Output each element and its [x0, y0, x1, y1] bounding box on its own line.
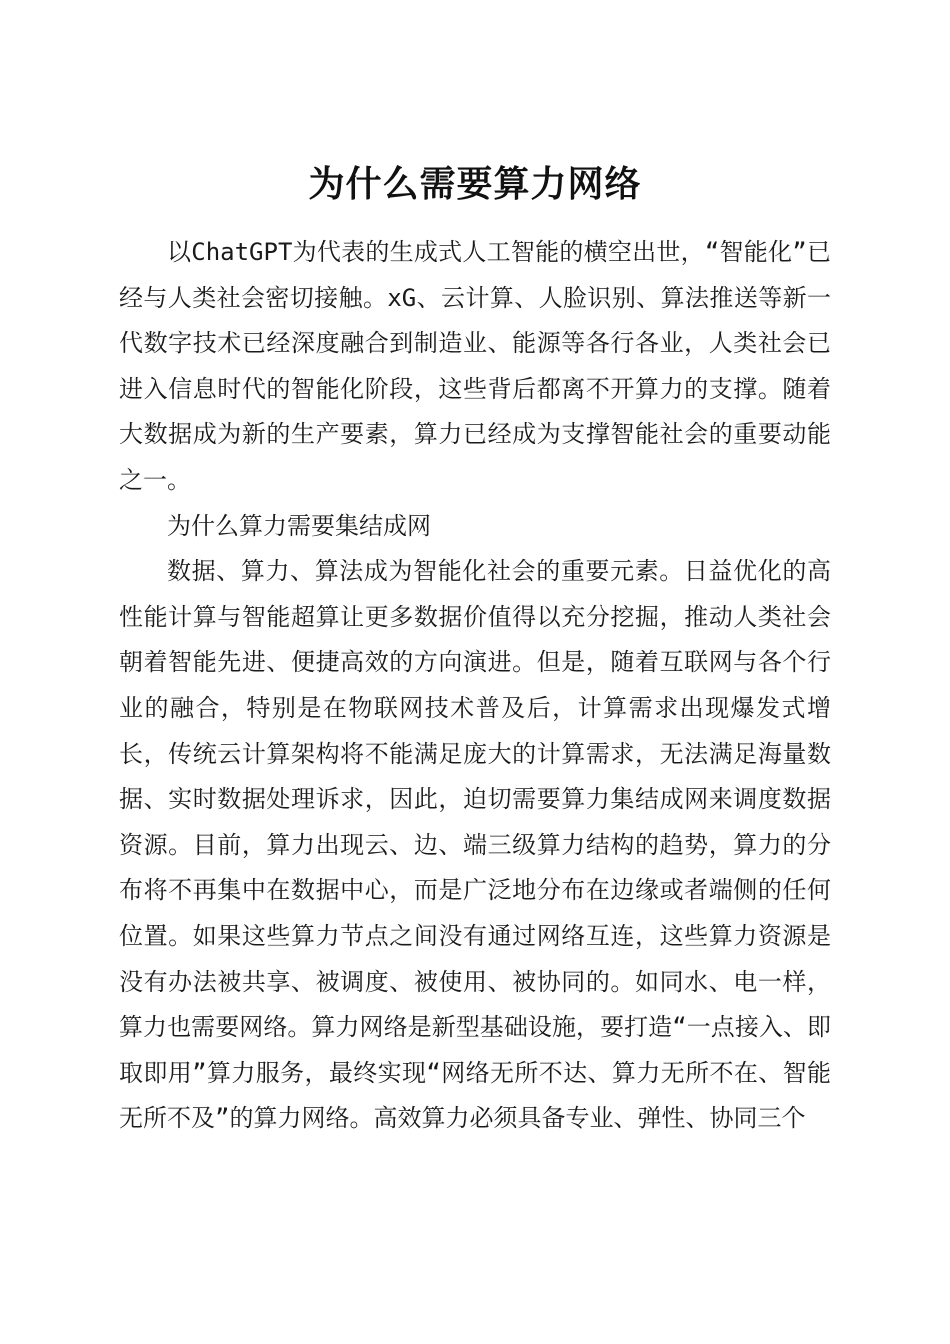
- section-heading: 为什么算力需要集结成网: [167, 511, 431, 540]
- paragraph-main: 数据、算力、算法成为智能化社会的重要元素。日益优化的高性能计算与智能超算让更多数据价值得以充分挖掘，推动人类社会朝着智能先进、便捷高效的方向演进。但是，随着互联网与各个行业的融合，特别是在物联网技术普及后，计算需求出现爆发式增长，传统云计算架构将不能满足庞大的计算需求，无法满足海量数据、实时数据处理诉求，因此，迫切需要算力集结成网来调度数据资源。目前，算力出现云、边、端三级算力结构的趋势，算力的分布将不再集中在数据中心，而是广泛地分布在边缘或者端侧的任何位置。如果这些算力节点之间没有通过网络互连，这些算力资源是没有办法被共享、被调度、被使用、被协同的。如同水、电一样，算力也需要网络。算力网络是新型基础设施，要打造“一点接入、即取即用”算力服务，最终实现“网络无所不达、算力无所不在、智能无所不及”的算力网络。高效算力必须具备专业、弹性、协同三个: [119, 557, 831, 1133]
- paragraph-intro: 以ChatGPT为代表的生成式人工智能的横空出世，“智能化”已经与人类社会密切接触。xG、云计算、人脸识别、算法推送等新一代数字技术已经深度融合到制造业、能源等各行各业，人类社会已进入信息时代的智能化阶段，这些背后都离不开算力的支撑。随着大数据成为新的生产要素，算力已经成为支撑智能社会的重要动能之一。: [119, 238, 831, 494]
- document-title: 为什么需要算力网络: [308, 163, 642, 206]
- document-body: [119, 230, 831, 1142]
